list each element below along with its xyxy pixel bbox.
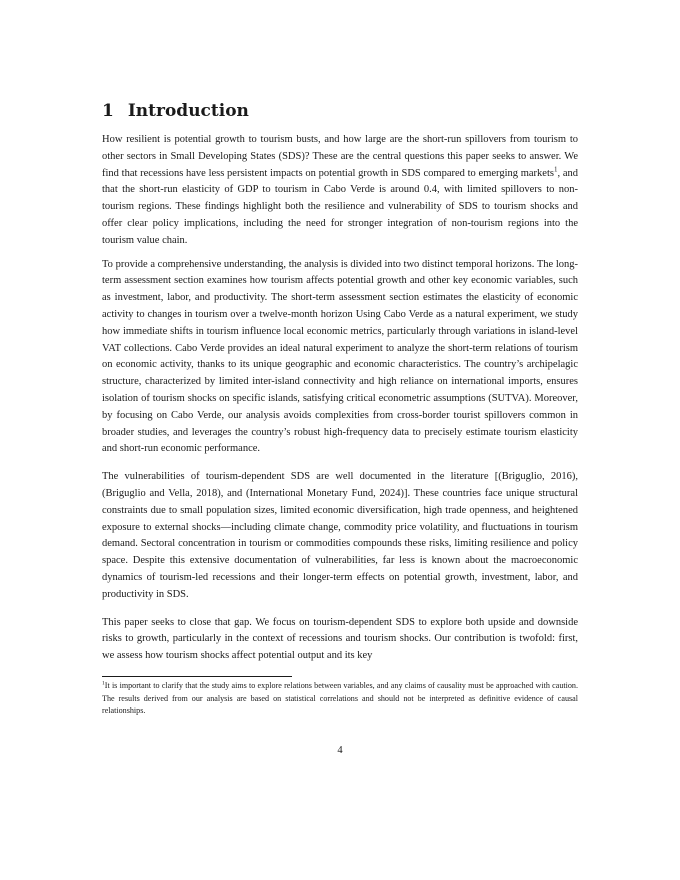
- section-title: Introduction: [127, 101, 249, 121]
- paragraph-3: The vulnerabilities of tourism-dependent SDS are well documented in the literature [(Briguglio, 2016), (Briguglio and Vella, 2018), and (International Monetary Fund, 2024)]. These countries face unique structural constraints due to small population sizes, limited economic diversification, high trade openness, and heightened exposure to external shocks—including climate change, commodity price volatility, and fluctuations in tourism demand. Sectoral concentration in tourism or commodities compounds these risks, limiting resilience and policy space. Despite this extensive documentation of vulnerabilities, far less is known about the macroeconomic dynamics of tourism-led recessions and their longer-term effects on potential growth, investment, labor, and productivity in SDS.: [102, 471, 578, 600]
- section-number: 1: [102, 101, 114, 121]
- paragraph-2: To provide a comprehensive understanding, the analysis is divided into two distinct temporal horizons. The long-term assessment section examines how tourism affects potential growth and other key economic variables, such as investment, labor, and productivity. The short-term assessment section estimates the elasticity of economic activity to changes in tourism over a twelve-month horizon Using Cabo Verde as a natural experiment, we study how immediate shifts in tourism influence local economic metrics, particularly through variations in island-level VAT collections. Cabo Verde provides an ideal natural experiment to analyze the short-term relations of tourism on economic activity, thanks to its unique geographic and economic characteristics. The country’s archipelagic structure, characterized by limited inter-island connectivity and high reliance on international imports, ensures isolation of tourism shocks on specific islands, satisfying critical econometric assumptions (SUTVA). Moreover, by focusing on Cabo Verde, our analysis avoids complexities from cross-border tourist spillovers common in broader studies, and leverages the country’s robust high-frequency data to precisely estimate tourism elasticity and short-run economic performance.: [102, 258, 578, 455]
- paragraph-1: [102, 132, 578, 250]
- paragraph-1-text-a: How resilient is potential growth to tourism busts, and how large are the short-run spillovers from tourism to other sectors in Small Developing States (SDS)? These are the central questions this paper seeks to answer. We find that recessions have less persistent impacts on potential growth in SDS compared to emerging markets: [102, 134, 578, 179]
- body-text: [102, 132, 578, 676]
- page-number: 4: [337, 745, 343, 756]
- section-heading: [102, 100, 249, 122]
- footnote-mark: 1: [102, 680, 105, 687]
- footnote-reference: 1: [553, 165, 558, 174]
- footnote-separator: [102, 676, 292, 677]
- paragraph-1-text-b: , and that the short-run elasticity of GDP to tourism in Cabo Verde is around 0.4, with limited spillovers to non-tourism regions. These findings highlight both the resilience and vulnerability of SDS to tourism shocks and offer clear policy implications, including the need for stronger integration of non-tourism regions into the tourism value chain.: [102, 167, 578, 246]
- paragraph-4: This paper seeks to close that gap. We focus on tourism-dependent SDS to explore both upside and downside risks to growth, particularly in the context of recessions and tourism shocks. Our contribution is twofold: first, we assess how tourism shocks affect potential output and its key: [102, 616, 578, 662]
- footnote: [102, 680, 578, 718]
- footnote-text: It is important to clarify that the study aims to explore relations between variables, and any claims of causality must be approached with caution. The results derived from our analysis are based on statistical correlations and should not be interpreted as definitive evidence of causal relationships.: [102, 681, 578, 716]
